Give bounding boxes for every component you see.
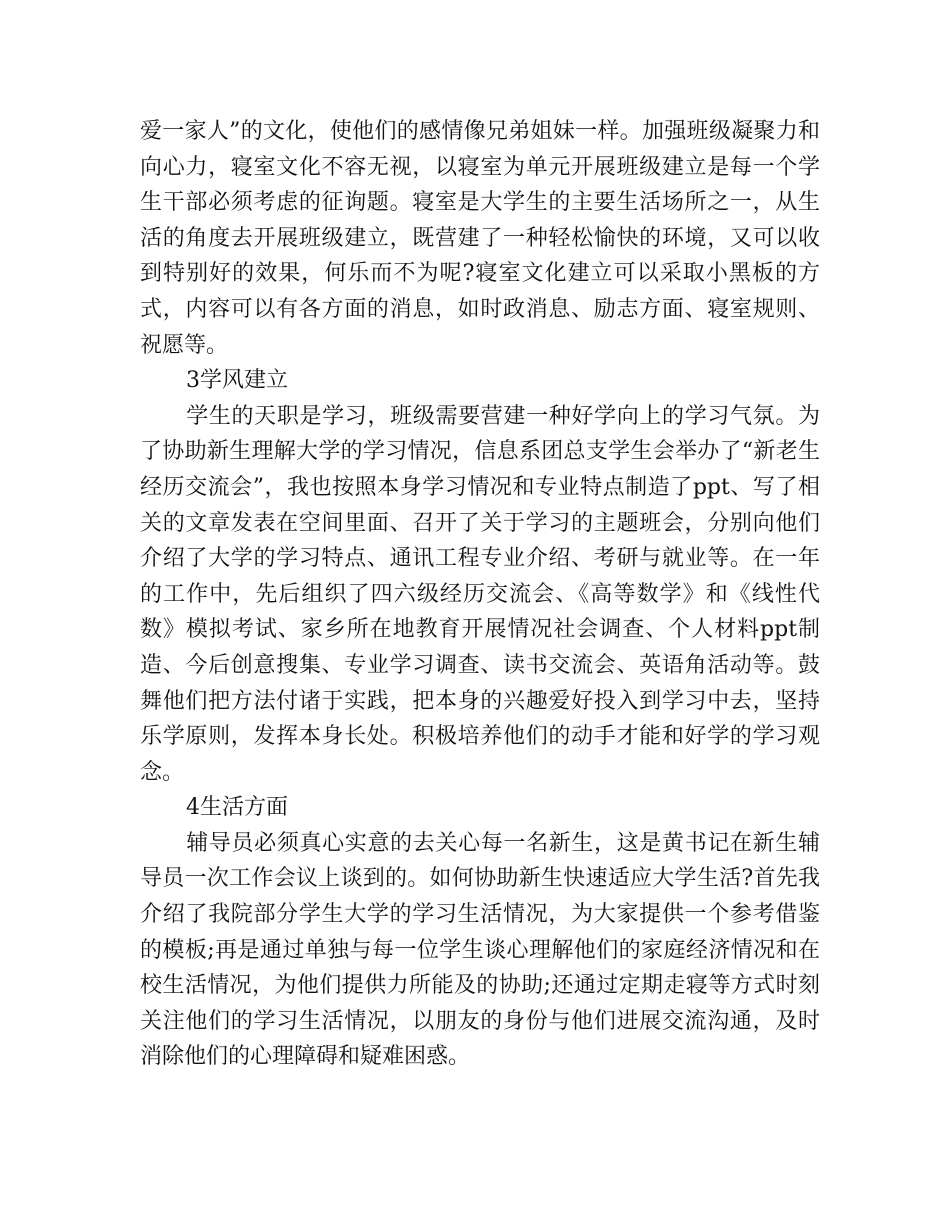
- paragraph-study-style: 学生的天职是学习，班级需要营建一种好学向上的学习气氛。为了协助新生理解大学的学习情况，信息系团总支学生会举办了“新老生经历交流会”，我也按照本身学习情况和专业特点制造了ppt、写了相关的文章发表在空间里面、召开了关于学习的主题班会，分别向他们介绍了大学的学习特点、通讯工程专业介绍、考研与就业等。在一年的工作中，先后组织了四六级经历交流会、《高等数学》和《线性代数》模拟考试、家乡所在地教育开展情况社会调查、个人材料ppt制造、今后创意搜集、专业学习调查、读书交流会、英语角活动等。鼓舞他们把方法付诸于实践，把本身的兴趣爱好投入到学习中去，坚持乐学原则，发挥本身长处。积极培养他们的动手才能和好学的学习观念。: [140, 403, 820, 785]
- paragraph-life: 辅导员必须真心实意的去关心每一名新生，这是黄书记在新生辅导员一次工作会议上谈到的。如何协助新生快速适应大学生活?首先我介绍了我院部分学生大学的学习生活情况，为大家提供一个参考借鉴的模板;再是通过单独与每一位学生谈心理解他们的家庭经济情况和在校生活情况，为他们提供力所能及的协助;还通过定期走寝等方式时刻关注他们的学习生活情况，以朋友的身份与他们进展交流沟通，及时消除他们的心理障碍和疑难困惑。: [140, 830, 820, 1070]
- section-heading-life: 4生活方面: [186, 795, 288, 821]
- section-heading-study-style: 3学风建立: [186, 368, 288, 394]
- paragraph-dorm-culture: 爱一家人”的文化，使他们的感情像兄弟姐妹一样。加强班级凝聚力和向心力，寝室文化不容无视，以寝室为单元开展班级建立是每一个学生干部必须考虑的征询题。寝室是大学生的主要生活场所之一，从生活的角度去开展班级建立，既营建了一种轻松愉快的环境，又可以收到特别好的效果，何乐而不为呢?寝室文化建立可以采取小黑板的方式，内容可以有各方面的消息，如时政消息、励志方面、寝室规则、祝愿等。: [140, 119, 820, 358]
- document-page: [140, 114, 820, 1075]
